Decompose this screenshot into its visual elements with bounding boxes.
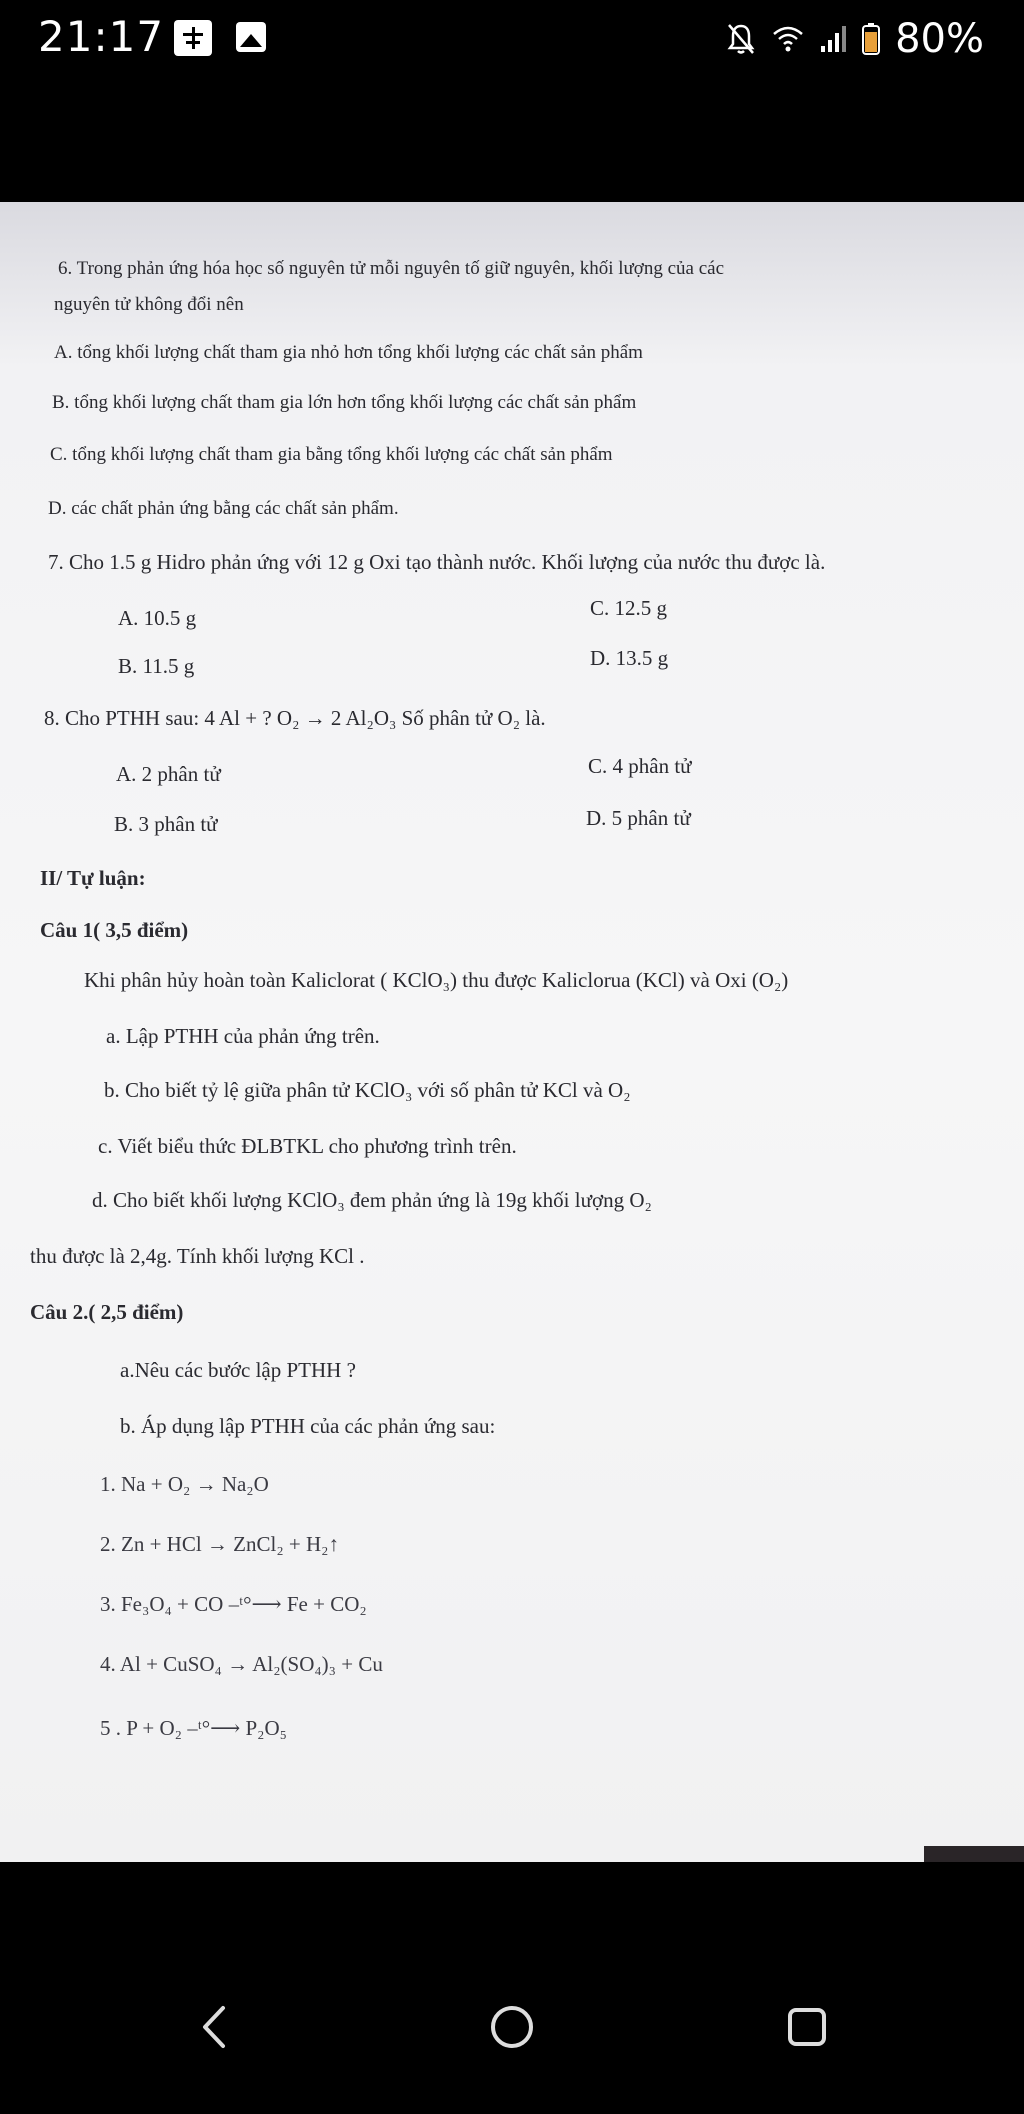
equation-1: 1. Na + O₂ → Na₂O [100,1472,269,1496]
equation-5: 5 . P + O₂ ⎯ᵗ°⟶ P₂O₅ [100,1716,287,1740]
document-photo[interactable] [0,202,1024,1862]
image-icon [236,22,266,52]
question-6-line-1: 6. Trong phản ứng hóa học số nguyên tử mỗi nguyên tố giữ nguyên, khối lượng của các [58,258,725,279]
question-1-intro: Khi phân hủy hoàn toàn Kaliclorat ( KClO₃) thu được Kaliclorua (KCl) và Oxi (O₂) [84,968,789,992]
status-time: 21:17 [38,12,165,61]
status-indicators [725,16,984,62]
question-8-option-d: D. 5 phân tử [586,806,691,830]
recent-apps-button[interactable] [772,1992,842,2062]
question-6-option-d: D. các chất phản ứng bằng các chất sản phẩm. [48,498,399,519]
equation-4: 4. Al + CuSO₄ → Al₂(SO₄)₃ + Cu [100,1652,383,1676]
question-8: 8. Cho PTHH sau: 4 Al + ? O₂ → 2 Al₂O₃ Số phân tử O₂ là. [44,706,546,730]
question-6-option-a: A. tổng khối lượng chất tham gia nhỏ hơn tổng khối lượng các chất sản phẩm [54,342,643,363]
signal-icon [819,24,847,54]
question-2-title: Câu 2.( 2,5 điểm) [30,1300,184,1324]
home-circle-icon [487,2002,537,2052]
home-button[interactable] [477,1992,547,2062]
question-7-option-c: C. 12.5 g [590,596,668,620]
question-1-part-c: c. Viết biểu thức ĐLBTKL cho phương trình trên. [98,1134,517,1158]
question-7: 7. Cho 1.5 g Hidro phản ứng với 12 g Oxi tạo thành nước. Khối lượng của nước thu được là. [48,550,826,574]
question-8-option-b: B. 3 phân tử [114,812,218,836]
equation-2: 2. Zn + HCl → ZnCl₂ + H₂↑ [100,1532,339,1556]
navigation-bar [0,1862,1024,2114]
question-8-option-c: C. 4 phân tử [588,754,692,778]
app-notification-icon [174,20,212,56]
battery-icon [861,22,881,56]
photo-edge-shadow [924,1846,1024,1862]
question-1-part-d-continued: thu được là 2,4g. Tính khối lượng KCl . [30,1244,365,1268]
question-6-option-c: C. tổng khối lượng chất tham gia bằng tổng khối lượng các chất sản phẩm [50,444,613,465]
wifi-icon [771,24,805,54]
battery-percentage: 80% [895,16,984,62]
question-1-part-b: b. Cho biết tỷ lệ giữa phân tử KClO₃ với số phân tử KCl và O₂ [104,1078,631,1102]
question-2-part-a: a.Nêu các bước lập PTHH ? [120,1358,356,1382]
question-1-part-d: d. Cho biết khối lượng KClO₃ đem phản ứng là 19g khối lượng O₂ [92,1188,652,1212]
back-chevron-icon [195,2002,235,2052]
question-7-option-b: B. 11.5 g [118,654,195,678]
question-7-option-d: D. 13.5 g [590,646,669,670]
question-1-title: Câu 1( 3,5 điểm) [40,918,189,942]
status-bar [0,0,1024,80]
question-7-option-a: A. 10.5 g [118,606,197,630]
mute-icon [725,22,757,56]
recent-apps-icon [782,2002,832,2052]
back-button[interactable] [180,1992,250,2062]
question-6-line-2: nguyên tử không đổi nên [54,294,244,315]
section-essay-heading: II/ Tự luận: [40,866,146,890]
equation-3: 3. Fe₃O₄ + CO ⎯ᵗ°⟶ Fe + CO₂ [100,1592,367,1616]
question-8-option-a: A. 2 phân tử [116,762,221,786]
question-2-part-b: b. Áp dụng lập PTHH của các phản ứng sau: [120,1414,496,1438]
question-6-option-b: B. tổng khối lượng chất tham gia lớn hơn tổng khối lượng các chất sản phẩm [52,392,637,413]
question-1-part-a: a. Lập PTHH của phản ứng trên. [106,1024,380,1048]
